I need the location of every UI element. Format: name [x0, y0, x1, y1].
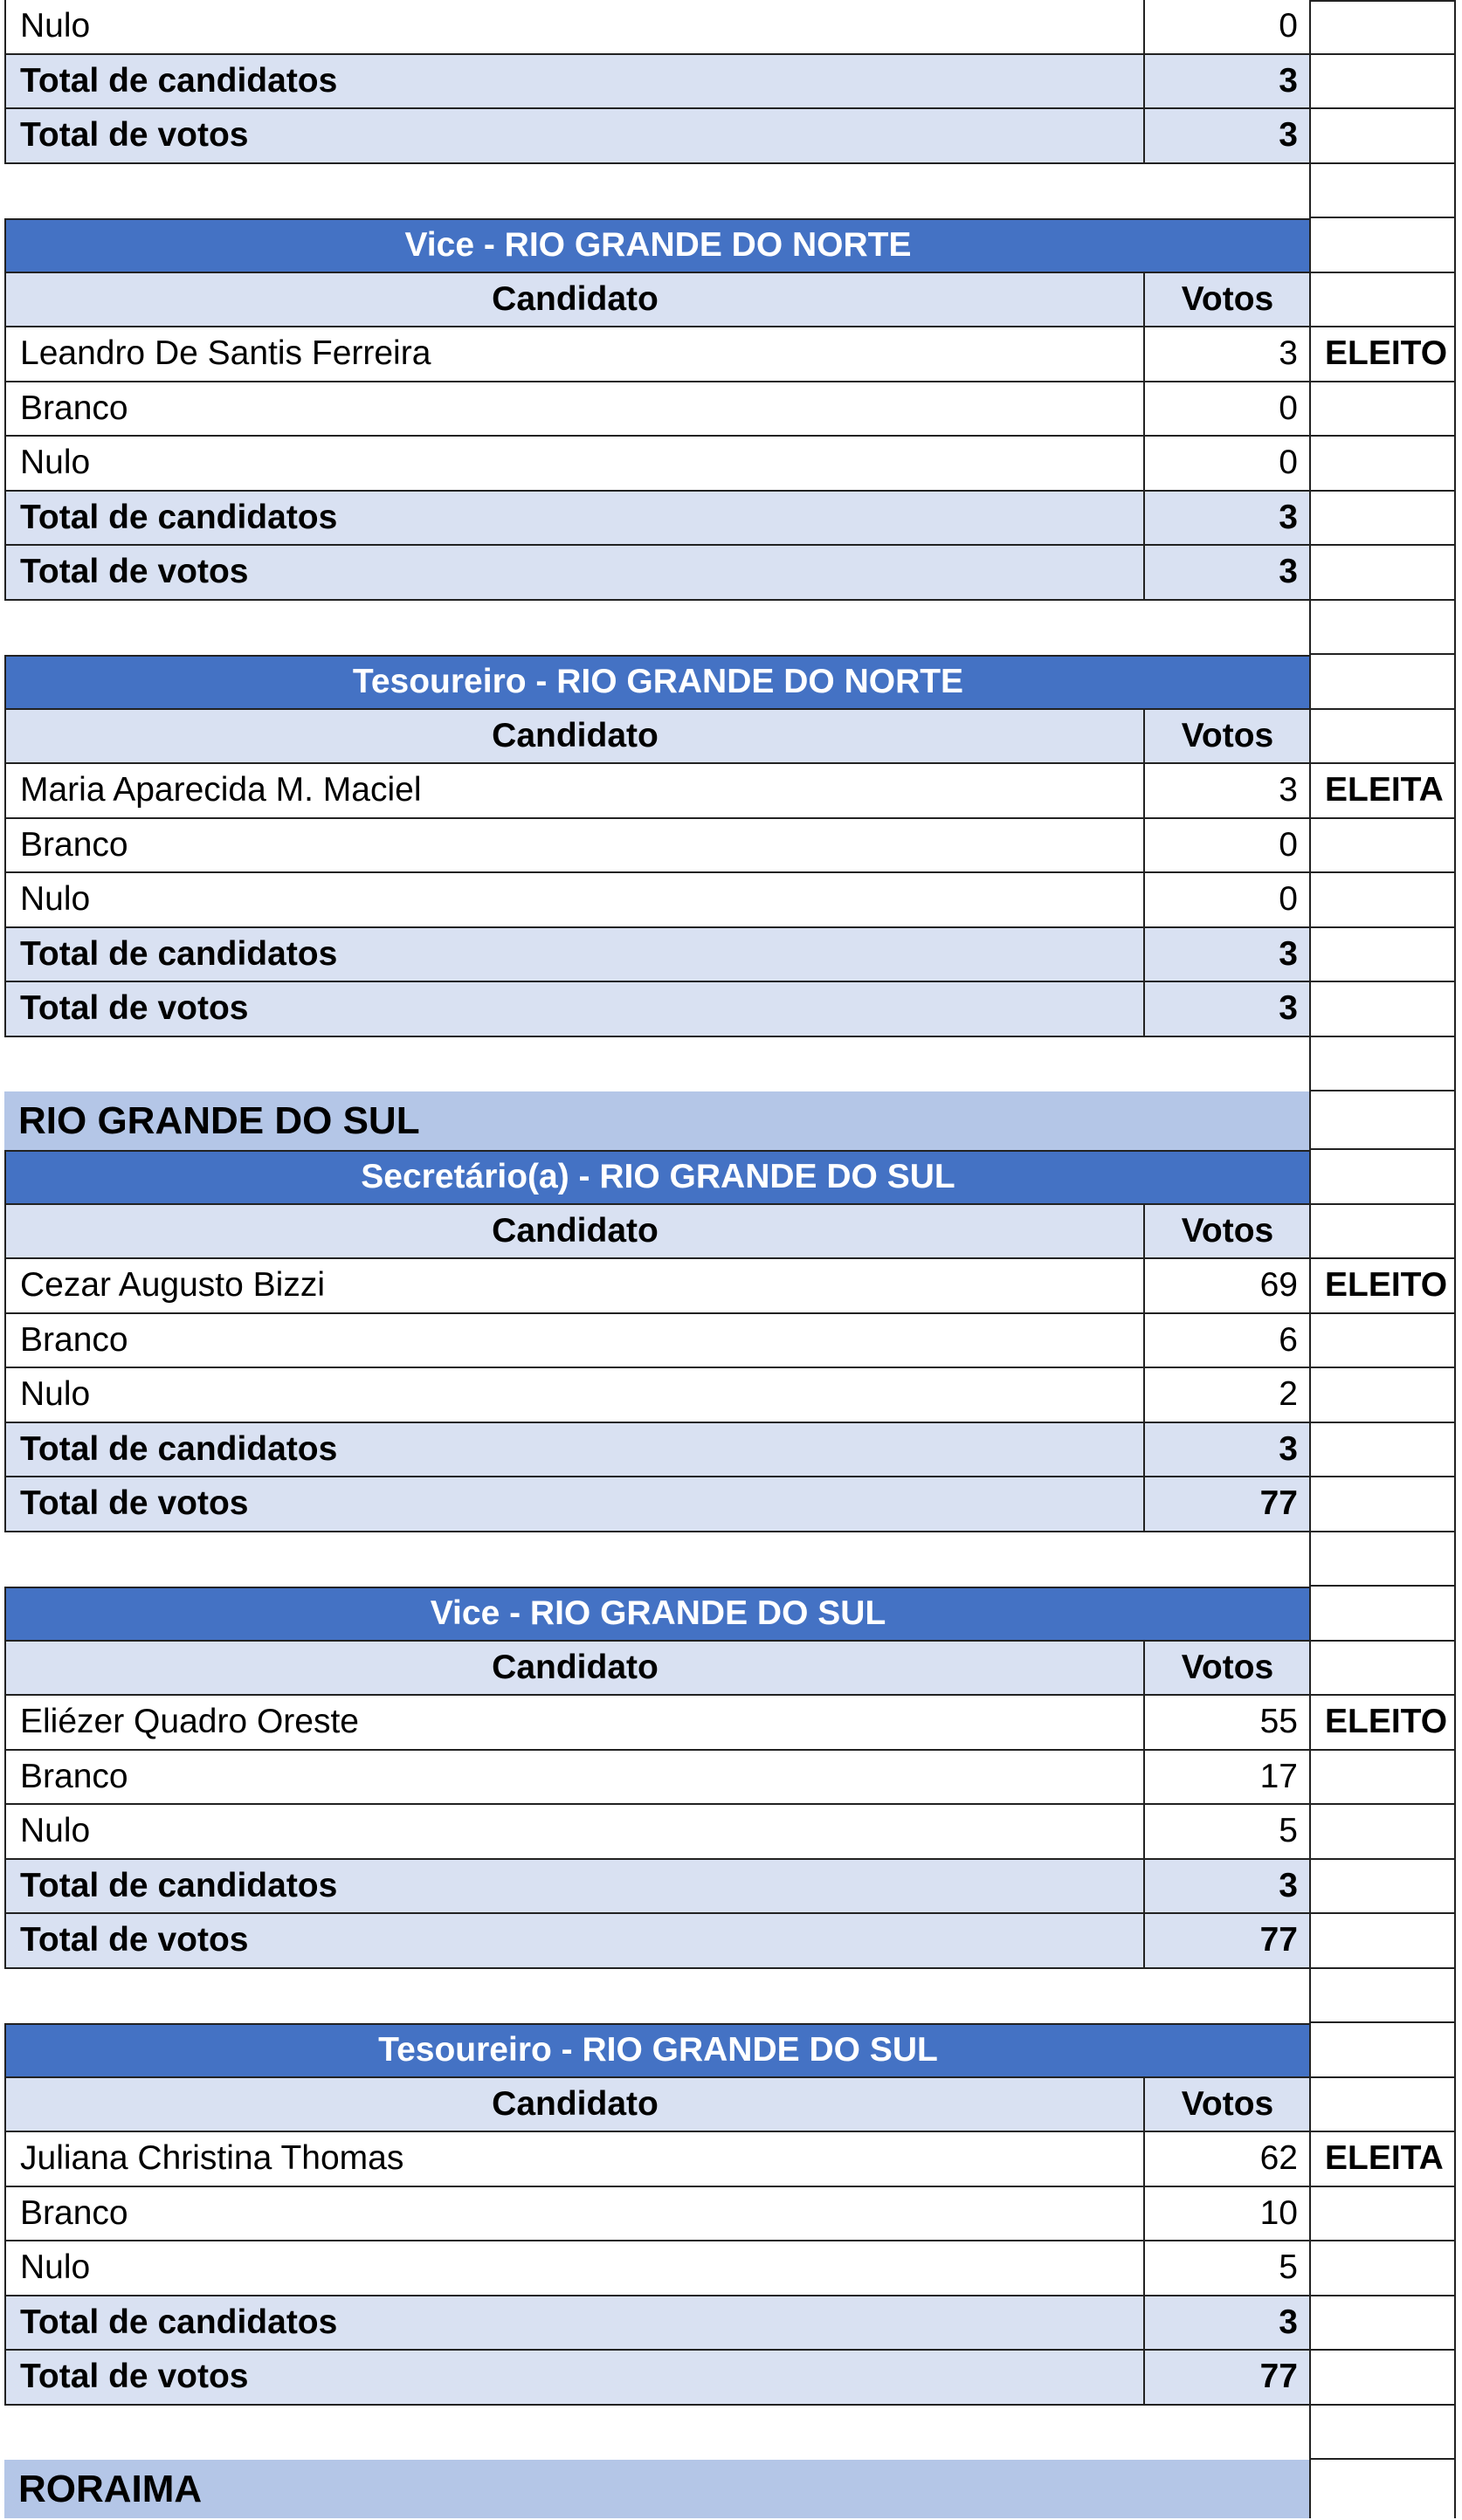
- cell-status[interactable]: [1309, 492, 1456, 547]
- column-header-row: [0, 2078, 1462, 2133]
- cell-status[interactable]: [1309, 2078, 1456, 2133]
- section-title-row: [0, 1150, 1462, 1205]
- cell-status[interactable]: [1309, 2296, 1456, 2351]
- blank-row: [0, 2406, 1462, 2461]
- cell-status[interactable]: [1309, 1969, 1456, 2024]
- candidate-name[interactable]: Eliézer Quadro Oreste: [4, 1696, 1144, 1751]
- cell-votes[interactable]: 77: [1143, 2351, 1310, 2406]
- cell-status[interactable]: [1309, 1751, 1456, 1806]
- candidate-votes[interactable]: 69: [1143, 1259, 1310, 1314]
- table-row-total-votes: [0, 2351, 1462, 2406]
- cell-label[interactable]: Branco: [4, 1751, 1144, 1806]
- table-row-total-candidates: [0, 1423, 1462, 1478]
- table-row-total-candidates: [0, 492, 1462, 547]
- blank-row: [0, 1969, 1462, 2024]
- cell-label[interactable]: Total de candidatos: [4, 928, 1144, 983]
- table-row-nulo: [0, 437, 1462, 492]
- cell-votes[interactable]: 3: [1143, 982, 1310, 1037]
- state-header-row: [0, 2460, 1462, 2518]
- cell-label[interactable]: Total de candidatos: [4, 2296, 1144, 2351]
- candidate-column-header[interactable]: Candidato: [4, 1642, 1144, 1697]
- cell-status[interactable]: [1309, 1477, 1456, 1532]
- cell-status[interactable]: [1309, 1205, 1456, 1260]
- section-title-row: [0, 218, 1462, 273]
- cell-status[interactable]: [1309, 1914, 1456, 1969]
- table-row-nulo: [0, 1368, 1462, 1423]
- blank-row: [0, 1532, 1462, 1587]
- cell-votes[interactable]: 3: [1143, 492, 1310, 547]
- table-row-total-candidates: [0, 2296, 1462, 2351]
- table-row-total-votes: [0, 1477, 1462, 1532]
- column-header-row: [0, 273, 1462, 328]
- candidate-column-header[interactable]: Candidato: [4, 710, 1144, 765]
- cell-status[interactable]: [1309, 546, 1456, 601]
- table-row-total-candidates: [0, 928, 1462, 983]
- cell-status[interactable]: [1309, 0, 1456, 55]
- votes-column-header[interactable]: Votos: [1143, 2078, 1310, 2133]
- status-badge[interactable]: ELEITO: [1309, 1259, 1456, 1314]
- cell-votes[interactable]: 0: [1143, 819, 1310, 874]
- votes-column-header[interactable]: Votos: [1143, 273, 1310, 328]
- cell-status[interactable]: [1309, 218, 1456, 273]
- cell-votes[interactable]: 0: [1143, 873, 1310, 928]
- table-row-nulo: [0, 0, 1462, 55]
- table-row-branco: [0, 819, 1462, 874]
- cell-status[interactable]: [1309, 601, 1456, 656]
- state-header-row: [0, 1091, 1462, 1150]
- candidate-name[interactable]: Juliana Christina Thomas: [4, 2132, 1144, 2187]
- candidate-name[interactable]: Cezar Augusto Bizzi: [4, 1259, 1144, 1314]
- cell-label[interactable]: Total de votos: [4, 1914, 1144, 1969]
- candidate-column-header[interactable]: Candidato: [4, 273, 1144, 328]
- cell-status[interactable]: [1309, 1368, 1456, 1423]
- cell-label[interactable]: Nulo: [4, 873, 1144, 928]
- table-row-total-votes: [0, 982, 1462, 1037]
- table-row-total-candidates: [0, 55, 1462, 110]
- table-row-branco: [0, 2187, 1462, 2242]
- cell-label[interactable]: Branco: [4, 382, 1144, 437]
- cell-votes[interactable]: 17: [1143, 1751, 1310, 1806]
- cell-label[interactable]: Nulo: [4, 2241, 1144, 2296]
- section-title-row: [0, 2023, 1462, 2078]
- cell-status[interactable]: [1309, 2187, 1456, 2242]
- cell-votes[interactable]: 0: [1143, 0, 1310, 55]
- cell-votes[interactable]: 5: [1143, 2241, 1310, 2296]
- cell-label[interactable]: Nulo: [4, 1368, 1144, 1423]
- cell-status[interactable]: [1309, 273, 1456, 328]
- cell-votes[interactable]: 3: [1143, 546, 1310, 601]
- table-row-branco: [0, 1314, 1462, 1369]
- cell-label[interactable]: Total de votos: [4, 1477, 1144, 1532]
- table-row-nulo: [0, 1805, 1462, 1860]
- cell-status[interactable]: [1309, 1037, 1456, 1092]
- cell-label[interactable]: Total de votos: [4, 546, 1144, 601]
- table-row-branco: [0, 382, 1462, 437]
- status-badge[interactable]: ELEITA: [1309, 764, 1456, 819]
- cell-label[interactable]: Branco: [4, 819, 1144, 874]
- table-row-candidate: [0, 1696, 1462, 1751]
- cell-status[interactable]: [1309, 2406, 1456, 2461]
- cell-votes[interactable]: 3: [1143, 55, 1310, 110]
- cell-label[interactable]: Nulo: [4, 1805, 1144, 1860]
- candidate-name[interactable]: Leandro De Santis Ferreira: [4, 327, 1144, 382]
- cell-label[interactable]: Total de candidatos: [4, 492, 1144, 547]
- status-badge[interactable]: ELEITO: [1309, 327, 1456, 382]
- table-row-total-votes: [0, 109, 1462, 164]
- table-row-candidate: [0, 1259, 1462, 1314]
- section-title[interactable]: Tesoureiro - RIO GRANDE DO SUL: [4, 2023, 1310, 2078]
- votes-column-header[interactable]: Votos: [1143, 710, 1310, 765]
- section-title[interactable]: Vice - RIO GRANDE DO NORTE: [4, 218, 1310, 273]
- cell-status[interactable]: [1309, 2351, 1456, 2406]
- cell-status[interactable]: [1309, 1587, 1456, 1642]
- cell-status[interactable]: [1309, 2023, 1456, 2078]
- cell-votes[interactable]: 3: [1143, 2296, 1310, 2351]
- status-badge[interactable]: ELEITA: [1309, 2132, 1456, 2187]
- cell-votes[interactable]: 10: [1143, 2187, 1310, 2242]
- blank-row: [0, 1037, 1462, 1092]
- cell-status[interactable]: [1309, 1642, 1456, 1697]
- cell-label[interactable]: Total de votos: [4, 109, 1144, 164]
- cell-label[interactable]: Total de candidatos: [4, 1860, 1144, 1915]
- section-title[interactable]: Vice - RIO GRANDE DO SUL: [4, 1587, 1310, 1642]
- votes-column-header[interactable]: Votos: [1143, 1642, 1310, 1697]
- table-row-nulo: [0, 873, 1462, 928]
- cell-status[interactable]: [1309, 164, 1456, 219]
- candidate-column-header[interactable]: Candidato: [4, 1205, 1144, 1260]
- cell-status[interactable]: [1309, 109, 1456, 164]
- cell-label[interactable]: Total de candidatos: [4, 1423, 1144, 1478]
- cell-status[interactable]: [1309, 1805, 1456, 1860]
- cell-label[interactable]: Branco: [4, 2187, 1144, 2242]
- cell-status[interactable]: [1309, 382, 1456, 437]
- table-row-branco: [0, 1751, 1462, 1806]
- cell-status[interactable]: [1309, 982, 1456, 1037]
- cell-status[interactable]: [1309, 1532, 1456, 1587]
- section-title-row: [0, 1587, 1462, 1642]
- candidate-column-header[interactable]: Candidato: [4, 2078, 1144, 2133]
- cell-status[interactable]: [1309, 2241, 1456, 2296]
- cell-votes[interactable]: 3: [1143, 928, 1310, 983]
- cell-status[interactable]: [1309, 1150, 1456, 1205]
- cell-label[interactable]: Total de votos: [4, 982, 1144, 1037]
- column-header-row: [0, 1642, 1462, 1697]
- votes-column-header[interactable]: Votos: [1143, 1205, 1310, 1260]
- state-header[interactable]: RIO GRANDE DO SUL: [4, 1091, 1310, 1150]
- candidate-votes[interactable]: 3: [1143, 327, 1310, 382]
- cell-votes[interactable]: 2: [1143, 1368, 1310, 1423]
- cell-votes[interactable]: 3: [1143, 1423, 1310, 1478]
- section-title-row: [0, 655, 1462, 710]
- cell-status[interactable]: [1309, 873, 1456, 928]
- table-row-total-candidates: [0, 1860, 1462, 1915]
- cell-status[interactable]: [1309, 437, 1456, 492]
- table-row-candidate: [0, 764, 1462, 819]
- status-badge[interactable]: ELEITO: [1309, 1696, 1456, 1751]
- cell-votes[interactable]: 0: [1143, 382, 1310, 437]
- table-row-total-votes: [0, 546, 1462, 601]
- table-row-total-votes: [0, 1914, 1462, 1969]
- section-title[interactable]: Tesoureiro - RIO GRANDE DO NORTE: [4, 655, 1310, 710]
- cell-status[interactable]: [1309, 928, 1456, 983]
- cell-votes[interactable]: 3: [1143, 109, 1310, 164]
- cell-label[interactable]: Total de candidatos: [4, 55, 1144, 110]
- cell-status[interactable]: [1309, 1423, 1456, 1478]
- blank-row: [0, 164, 1462, 219]
- section-title[interactable]: Secretário(a) - RIO GRANDE DO SUL: [4, 1150, 1310, 1205]
- cell-status[interactable]: [1309, 55, 1456, 110]
- cell-votes[interactable]: 5: [1143, 1805, 1310, 1860]
- candidate-votes[interactable]: 55: [1143, 1696, 1310, 1751]
- cell-label[interactable]: Total de votos: [4, 2351, 1144, 2406]
- cell-status[interactable]: [1309, 1314, 1456, 1369]
- cell-label[interactable]: Branco: [4, 1314, 1144, 1369]
- cell-status[interactable]: [1309, 819, 1456, 874]
- cell-status[interactable]: [1309, 655, 1456, 710]
- cell-label[interactable]: Nulo: [4, 437, 1144, 492]
- cell-status[interactable]: [1309, 2460, 1456, 2518]
- column-header-row: [0, 710, 1462, 765]
- table-row-nulo: [0, 2241, 1462, 2296]
- cell-status[interactable]: [1309, 1091, 1456, 1150]
- candidate-votes[interactable]: 62: [1143, 2132, 1310, 2187]
- cell-votes[interactable]: 77: [1143, 1477, 1310, 1532]
- candidate-name[interactable]: Maria Aparecida M. Maciel: [4, 764, 1144, 819]
- table-row-candidate: [0, 327, 1462, 382]
- candidate-votes[interactable]: 3: [1143, 764, 1310, 819]
- table-row-candidate: [0, 2132, 1462, 2187]
- column-header-row: [0, 1205, 1462, 1260]
- cell-status[interactable]: [1309, 710, 1456, 765]
- cell-votes[interactable]: 3: [1143, 1860, 1310, 1915]
- cell-votes[interactable]: 6: [1143, 1314, 1310, 1369]
- cell-label[interactable]: Nulo: [4, 0, 1144, 55]
- cell-votes[interactable]: 0: [1143, 437, 1310, 492]
- blank-row: [0, 601, 1462, 656]
- state-header[interactable]: RORAIMA: [4, 2460, 1310, 2518]
- cell-status[interactable]: [1309, 1860, 1456, 1915]
- cell-votes[interactable]: 77: [1143, 1914, 1310, 1969]
